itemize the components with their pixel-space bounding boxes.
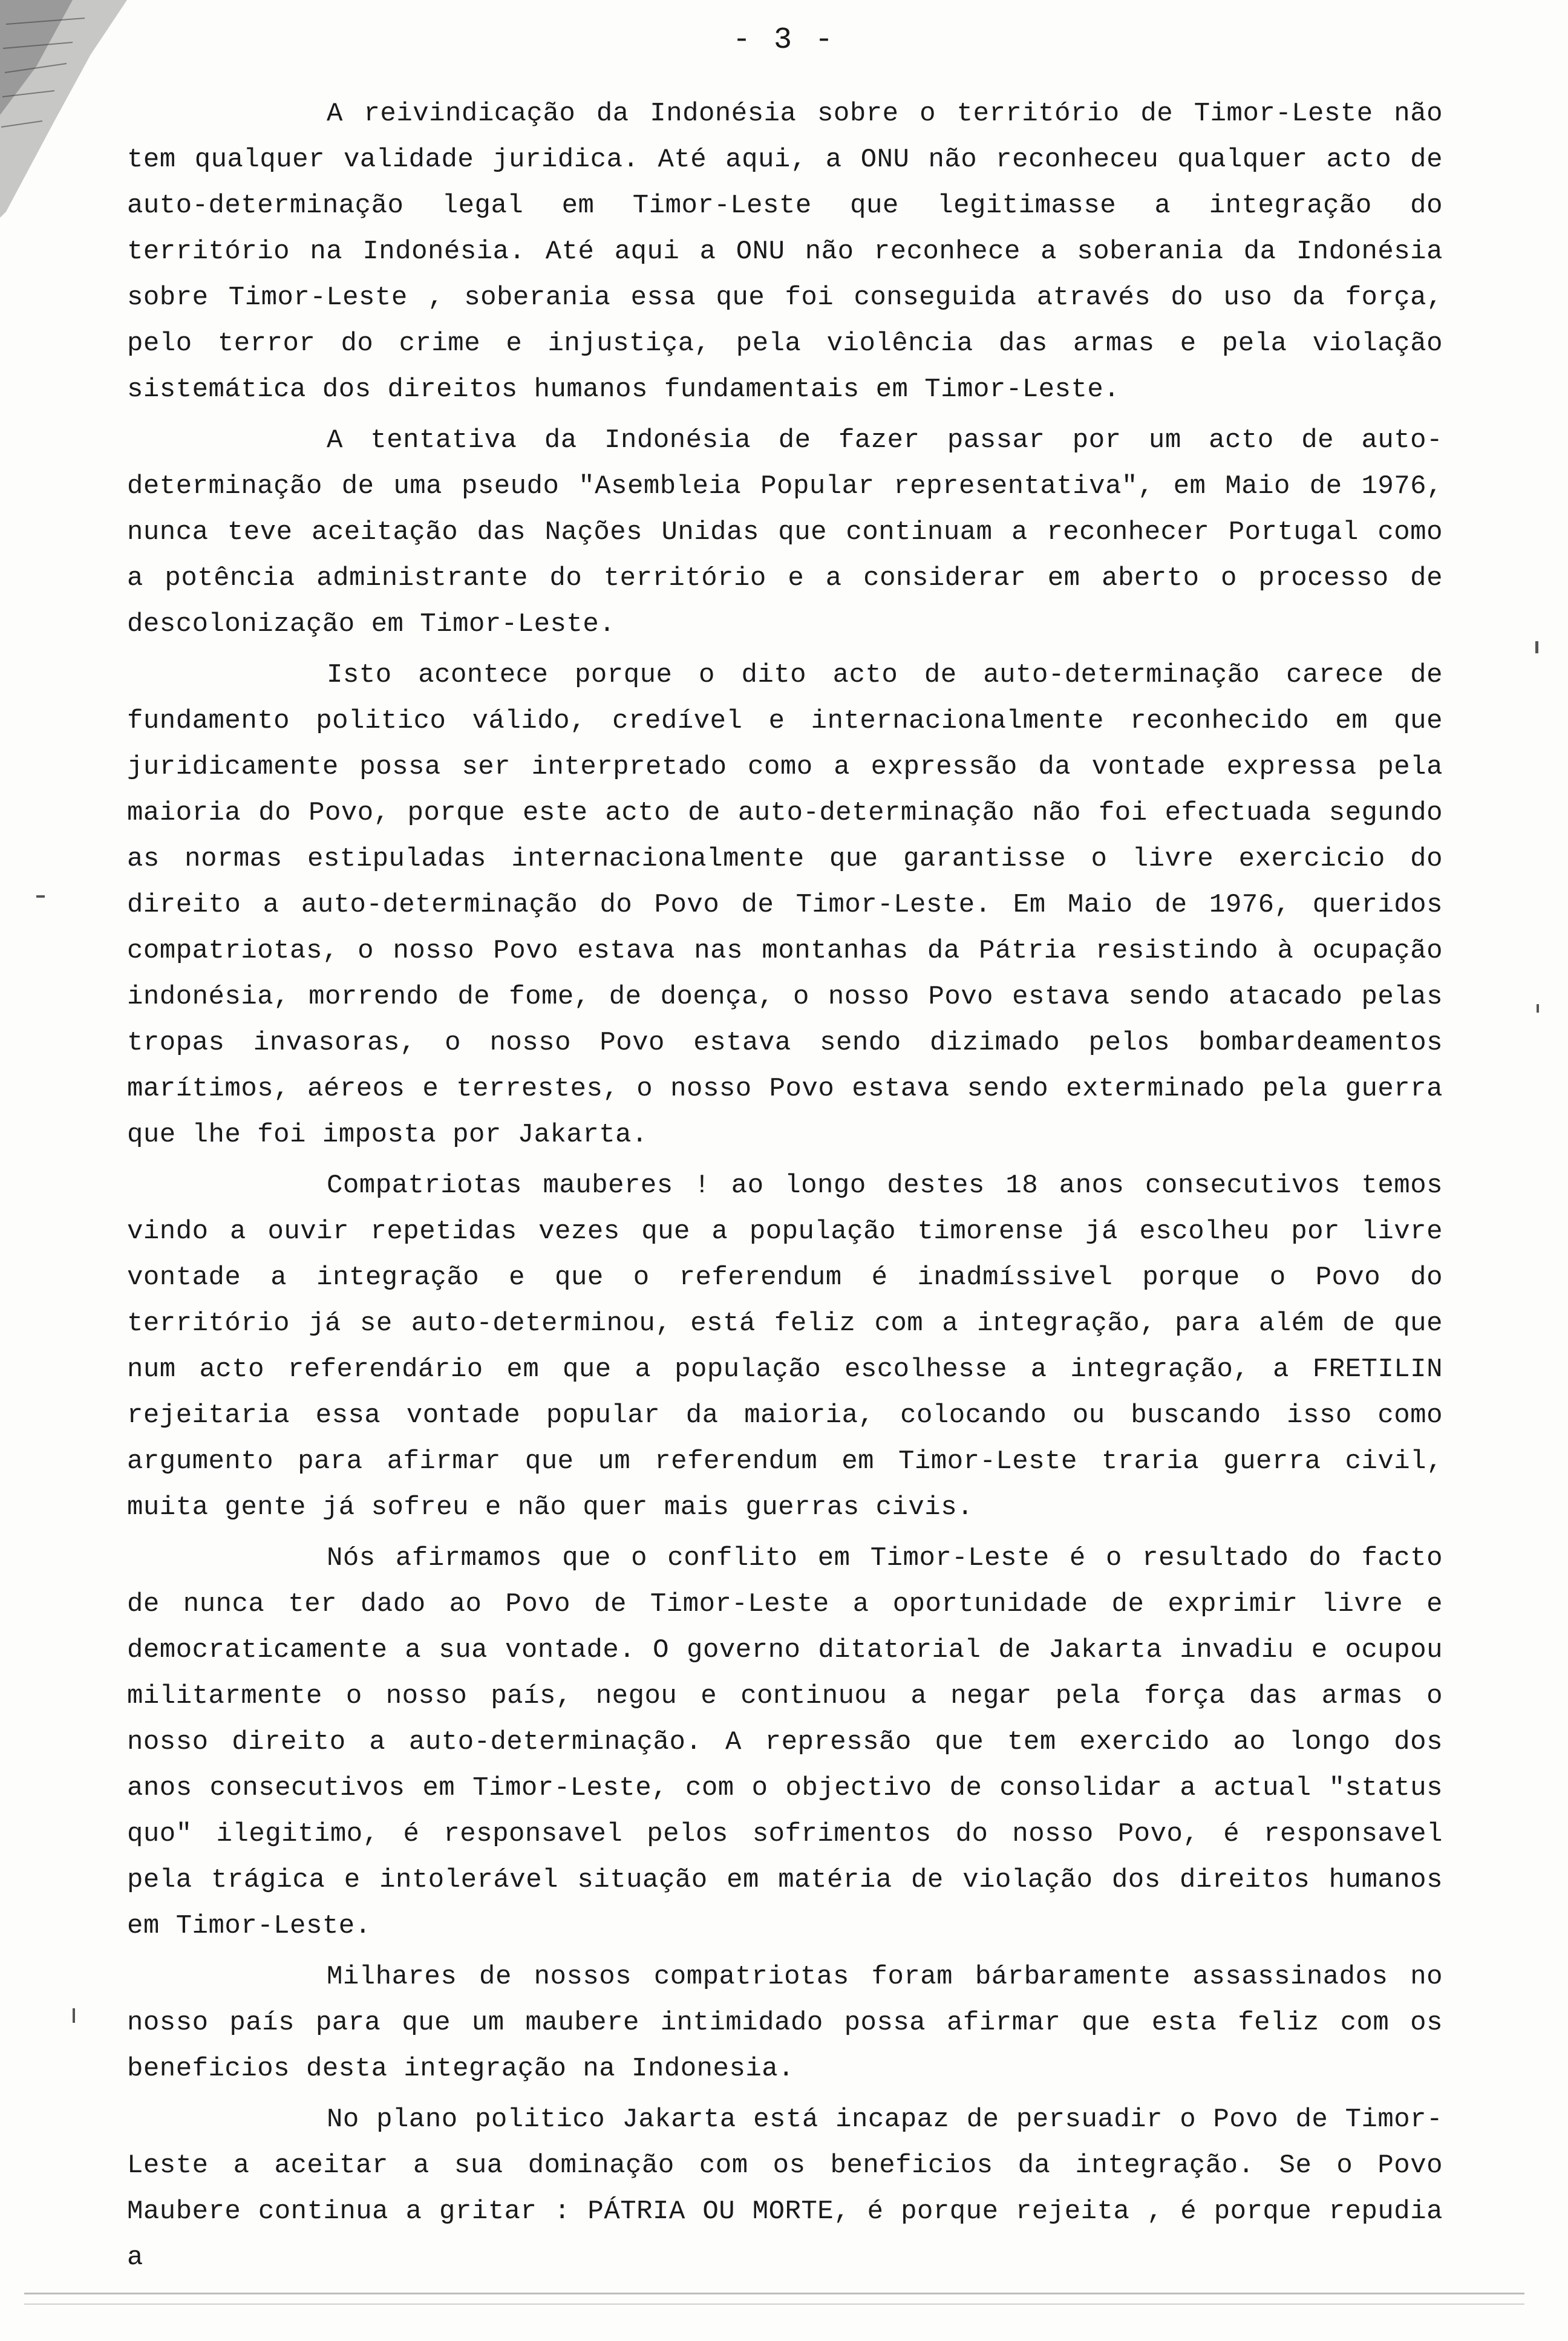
scan-margin-mark bbox=[1537, 1004, 1539, 1013]
paragraph: A tentativa da Indonésia de fazer passar por um acto de auto-determinação de uma pseudo "Asembleia Popular representativa", em Maio de 1976, nunca teve aceitação das Nações Unidas que continuam a reconhecer Portugal como a potência administrante do território e a considerar em aberto o processo de descolonização em Timor-Leste. bbox=[127, 425, 1443, 639]
page-number: - 3 - bbox=[732, 23, 836, 57]
paragraph: Isto acontece porque o dito acto de auto-determinação carece de fundamento politico válido, credível e internacionalmente reconhecido em que juridicamente possa ser interpretado como a expressão da vontade expressa pela maioria do Povo, porque este acto de auto-determinação não foi efectuada segundo as normas estipuladas internacionalmente que garantisse o livre exercicio do direito a auto-determinação do Povo de Timor-Leste. Em Maio de 1976, queridos compatriotas, o nosso Povo estava nas montanhas da Pátria resistindo à ocupação indonésia, morrendo de fome, de doença, o nosso Povo estava sendo atacado pelas tropas invasoras, o nosso Povo estava sendo dizimado pelos bombardeamentos marítimos, aéreos e terrestes, o nosso Povo estava sendo exterminado pela guerra que lhe foi imposta por Jakarta. bbox=[127, 660, 1443, 1150]
paragraph: Nós afirmamos que o conflito em Timor-Leste é o resultado do facto de nunca ter dado ao Povo de Timor-Leste a oportunidade de exprimir livre e democraticamente a sua vontade. O governo ditatorial de Jakarta invadiu e ocupou militarmente o nosso país, negou e continuou a negar pela força das armas o nosso direito a auto-determinação. A repressão que tem exercido ao longo dos anos consecutivos em Timor-Leste, com o objectivo de consolidar a actual "status quo" ilegitimo, é responsavel pelos sofrimentos do nosso Povo, é responsavel pela trágica e intolerável situação em matéria de violação dos direitos humanos em Timor-Leste. bbox=[127, 1543, 1443, 1941]
paragraph: Compatriotas mauberes ! ao longo destes 18 anos consecutivos temos vindo a ouvir repetidas vezes que a população timorense já escolheu por livre vontade a integração e que o referendum é inadmíssivel porque o Povo do território já se auto-determinou, está feliz com a integração, para além de que num acto referendário em que a população escolhesse a integração, a FRETILIN rejeitaria essa vontade popular da maioria, colocando ou buscando isso como argumento para afirmar que um referendum em Timor-Leste traria guerra civil, muita gente já sofreu e não quer mais guerras civis. bbox=[127, 1170, 1443, 1523]
scan-edge-line bbox=[24, 2293, 1524, 2294]
document-body bbox=[127, 91, 1443, 2281]
paragraph: A reivindicação da Indonésia sobre o território de Timor-Leste não tem qualquer validade juridica. Até aqui, a ONU não reconheceu qualquer acto de auto-determinação legal em Timor-Leste que legitimasse a integração do território na Indonésia. Até aqui a ONU não reconhece a soberania da Indonésia sobre Timor-Leste , soberania essa que foi conseguida através do uso da força, pelo terror do crime e injustiça, pela violência das armas e pela violação sistemática dos direitos humanos fundamentais em Timor-Leste. bbox=[127, 99, 1443, 405]
paragraph: Milhares de nossos compatriotas foram bárbaramente assassinados no nosso país para que um maubere intimidado possa afirmar que esta feliz com os beneficios desta integração na Indonesia. bbox=[127, 1962, 1443, 2084]
scan-edge-line bbox=[24, 2303, 1524, 2305]
scan-margin-mark bbox=[36, 895, 45, 898]
paragraph: No plano politico Jakarta está incapaz de persuadir o Povo de Timor-Leste a aceitar a sua dominação com os beneficios da integração. Se o Povo Maubere continua a gritar : PÁTRIA OU MORTE, é porque rejeita , é porque repudia a bbox=[127, 2104, 1443, 2273]
scan-margin-mark bbox=[1535, 641, 1538, 653]
scan-margin-mark bbox=[73, 2008, 75, 2023]
